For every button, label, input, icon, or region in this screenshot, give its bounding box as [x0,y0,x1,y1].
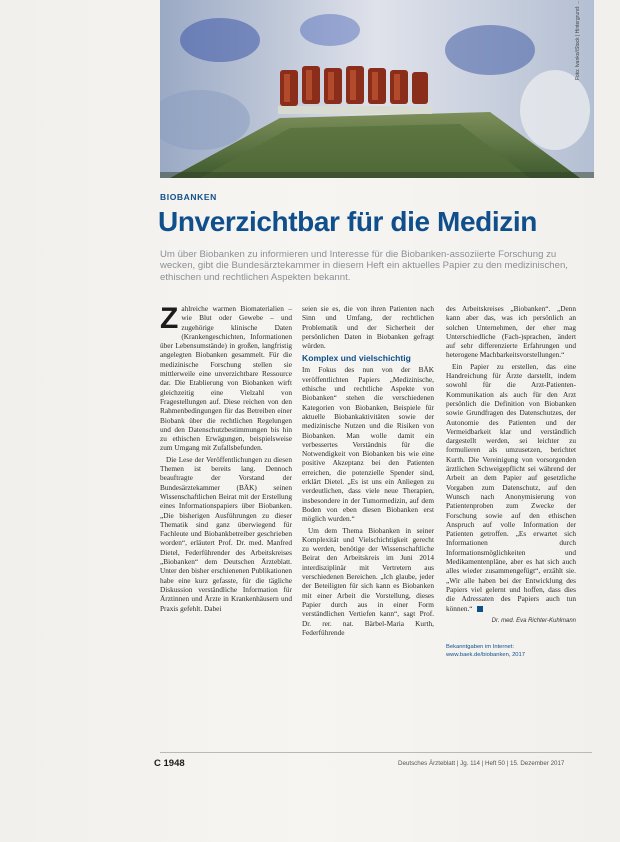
author-byline: Dr. med. Eva Richter-Kuhlmann [491,617,576,624]
subheading: Komplex und vielschichtig [302,353,411,364]
photo-credit: Foto: Ivanko/iStock | Hintergrund: ... [575,0,581,80]
article-title: Unverzichtbar für die Medizin [158,206,537,237]
paragraph: des Arbeitskreises „Biobanken“. „Denn kann aber das, was ich persönlich an solchen Unternehmen, der eher mag Unterschiedliche (Fach-)sprachen, ändert auf sehr differenzierte Erfahrungen und heterogene Machbarkeitsvorstellungen.“ [446,304,576,360]
paragraph [160,304,292,453]
paragraph: Um dem Thema Biobanken in seiner Komplexität und Vielschichtigkeit gerecht zu werden, benötige der Wissenschaftliche Beirat den Arbeitskreis im Juni 2014 interdisziplinär mit Vertretern aus verschiedenen Bereichen. „Ich glaube, jeder der Beteiligten für sich kann es Biobanken mit einer Arbeit die Vorstellung, dieses Papier durch aus in einer Form verständlichen Vertiefen kann“, sagt Prof. Dr. rer. nat. Bärbel-Maria Kurth, Federführende [302,525,434,637]
sources-note: Bekanntgaben im Internet: www.baek.de/biobanken, 2017 [446,644,525,658]
laboratory-tubes-image [160,0,594,178]
paragraph [446,362,576,613]
hero-photo [160,0,594,178]
drop-cap: Z [160,302,179,335]
paragraph: Die Lese der Veröffentlichungen zu diesen Themen ist bereits lang. Dennoch beauftragte der Vorstand der Bundesärztekammer (BÄK) seinen Wissenschaftlichen Beirat mit der Erstellung eines Informationspapiers über Biobanken. „Die bisherigen Ausführungen zu dieser Thematik sind ganz überwiegend für Fachleute und Biobankbetreiber geschrieben worden“, erläutert Prof. Dr. med. Manfred Dietel, Federführender des Arbeitskreises „Biobanken“ dem Deutschen Ärzteblatt. Unter den bisher erschienenen Publikationen habe eine kurz gefasste, für die tägliche Diskussion verständliche Information für Ärztinnen und Ärzte in Krankenhäusern und Praxis gefehlt. Dabei [160,454,292,613]
paragraph: seien sie es, die von ihren Patienten nach Sinn und Umfang, der rechtlichen Problematik und der Sicherheit der persönlichen Daten in Biobanken gefragt würden. [302,304,434,351]
text-column-1 [160,304,292,615]
text-column-3 [446,304,576,659]
article-lead: Um über Biobanken zu informieren und Interesse für die Biobanken-assoziierte Forschung zu wecken, gibt die Bundesärztekammer in diesem Heft ein aktuelles Papier zu den medizinischen, ethischen und rechtlichen Aspekten bekannt. [160,249,568,283]
footer-divider [160,752,592,753]
section-kicker: BIOBANKEN [160,192,217,202]
paragraph-text: ahlreiche warmen Biomaterialien – wie Blut oder Gewebe – und zugehörige klinische Daten (Krankengeschichten, Informationen über Lebensumstände) in großen, langfristig angelegten Biobanken gesammelt. Für die medizinische Forschung stellen sie mittlerweile eine unverzichtbare Ressource dar. Die Etablierung von Biobanken wirft gleichzeitig eine Vielzahl von Fragestellungen auf. Diese reichen von den Rahmenbedingungen für das Betreiben einer Biobank über die rechtlichen Regelungen und den Datenschutzbestimmungen bis hin zu ethischen Erwägungen, beispielsweise zum Umgang mit Zufallsbefunden. [160,304,292,453]
text-column-2 [302,304,434,639]
paragraph-text: Ein Papier zu erstellen, das eine Handreichung für Ärzte darstellt, indem sowohl für die Arzt-Patienten-Kommunikation als auch für den Arzt persönlich die Definition von Biobanken sowie Grundfragen des Datenschutzes, der Autonomie des Patienten und der Vermeidbarkeit klar und verständlich dargestellt werden, sei leichter zu formulieren als umzusetzen, berichtet Kurth. Die Vereinigung von vorsorgenden ärztlichen Schweigepflicht sei während der Arbeit an dem Papier auf gesetzliche Vorgaben zum Datenschutz, auf den Wunsch nach Anonymisierung von Patientenproben zum Zwecke der Forschung sowie auf den ethischen Anspruch auf volle Information der Patienten getroffen. „Es erwartet sich Informationen durch Informationsmöglichkeiten und Medikamentenpläne, aber es hat sich auch alles wieder zusammengefügt“, erzählt sie. „Wir alle haben bei der Entwicklung des Papiers viel gelernt und hoffen, dass dies die Adressaten des Papiers auch tun können.“ [446,361,576,613]
end-mark-icon [477,606,483,612]
page-number: C 1948 [154,758,185,769]
paragraph: Im Fokus des nun von der BÄK veröffentlichten Papiers „Medizinische, ethische und rechtliche Aspekte von Biobanken“ stehen die verschiedenen Kategorien von Biobanken, Beispiele für aktuelle Biobankaktivitäten sowie der medizinische Nutzen und die Risiken von Biobanken. Man wolle damit ein verbessertes Verständnis für die Notwendigkeit von Biobanken bis wie eine positive Akzeptanz bei den Patienten erreichen, die potenzielle Spender sind, erklärt Dietel. „Es ist uns ein Anliegen zu verdeutlichen, dass viele neue Therapien, insbesondere in der Tumormedizin, auf dem Boden von eben diesen Biobanken erst möglich wurden.“ [302,365,434,524]
journal-citation: Deutsches Ärzteblatt | Jg. 114 | Heft 50 | 15. Dezember 2017 [398,760,565,767]
